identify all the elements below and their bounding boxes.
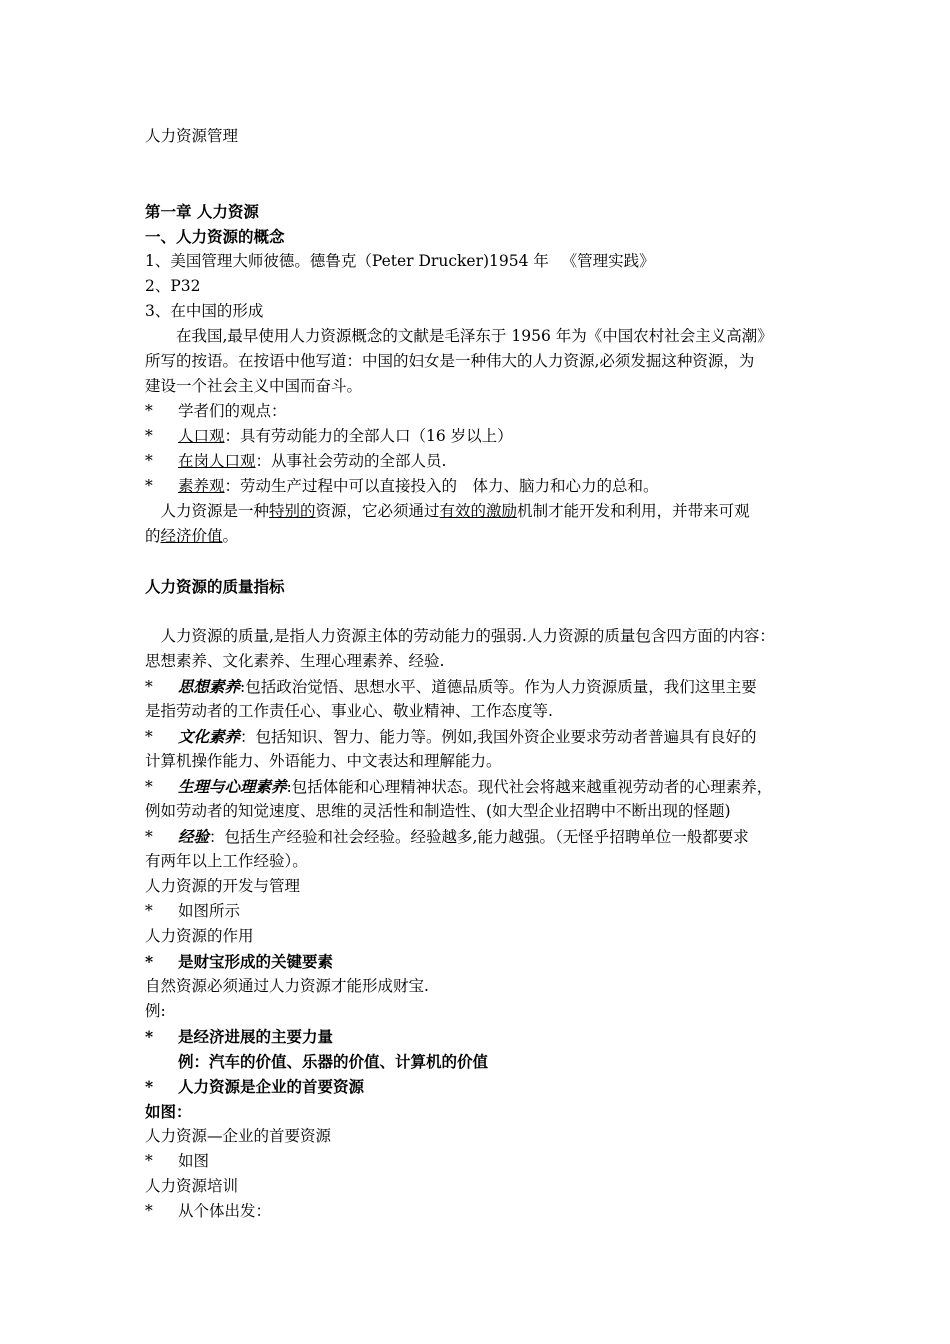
section-heading-enterprise: 人力资源—企业的首要资源 — [145, 1127, 332, 1145]
section-heading-concept: 一、人力资源的概念 — [145, 227, 285, 246]
bullet-item-experience — [145, 824, 815, 849]
bullet-text: ：劳动生产过程中可以直接投入的 体力、脑力和心力的总和。 — [224, 477, 659, 495]
bullet-marker: * — [145, 477, 153, 495]
bullet-item-primary-resource — [145, 1074, 815, 1099]
bullet-text: 学者们的观点： — [178, 402, 287, 420]
bullet-marker: * — [145, 828, 153, 846]
example-line — [145, 1049, 815, 1074]
paragraph-line: 所写的按语。在按语中他写道：中国的妇女是一种伟大的人力资源,必须发掘这种资源，为 — [145, 352, 755, 370]
section-heading-development: 人力资源的开发与管理 — [145, 877, 301, 895]
bullet-text: :包括体能和心理精神状态。现代社会将越来越重视劳动者的心理素养， — [286, 778, 773, 796]
bullet-text: 从个体出发： — [178, 1202, 272, 1220]
underlined-economic-value: 经济价值 — [160, 527, 223, 545]
bullet-text: 如图 — [178, 1152, 210, 1170]
bullet-continuation: 有两年以上工作经验）。 — [145, 852, 308, 870]
summary-line — [145, 499, 815, 524]
bullet-marker: * — [145, 1027, 154, 1046]
list-item: 3、在中国的形成 — [145, 302, 264, 320]
bullet-marker: * — [145, 452, 153, 470]
summary-line — [145, 524, 815, 549]
bullet-item-wealth — [145, 949, 815, 974]
bullet-marker: * — [145, 728, 153, 746]
underlined-incentive: 有效的激励 — [439, 502, 518, 520]
bullet-marker: * — [145, 427, 153, 445]
spacer — [145, 599, 815, 624]
bullet-item-scholars — [145, 399, 815, 424]
summary-text: 人力资源是一种 — [145, 502, 270, 520]
spacer — [145, 149, 815, 199]
term-quality-view: 素养观 — [178, 477, 225, 495]
bullet-item — [145, 1199, 815, 1224]
term-employed-view: 在岗人口观 — [178, 452, 256, 470]
bullet-marker: * — [145, 402, 153, 420]
paragraph-line: 思想素养、文化素养、生理心理素养、经验. — [145, 652, 445, 670]
summary-text: 资源，它必须通过 — [315, 502, 440, 520]
bullet-text: 人力资源是企业的首要资源 — [178, 1077, 365, 1096]
chapter-title: 第一章 人力资源 — [145, 202, 259, 221]
paragraph-line: 建设一个社会主义中国而奋斗。 — [145, 377, 363, 395]
bullet-text: ：从事社会劳动的全部人员. — [255, 452, 447, 470]
bullet-item — [145, 1149, 815, 1174]
bullet-text: ：具有劳动能力的全部人口（16 岁以上） — [224, 427, 513, 445]
bullet-marker: * — [145, 778, 153, 796]
example-text: 例：汽车的价值、乐器的价值、计算机的价值 — [178, 1052, 489, 1071]
bullet-item-culture — [145, 724, 815, 749]
term-ideology: 思想素养 — [178, 677, 241, 696]
bullet-item — [145, 899, 815, 924]
paragraph-line: 人力资源的质量,是指人力资源主体的劳动能力的强弱.人力资源的质量包含四方面的内容： — [145, 627, 775, 645]
bullet-item-economy — [145, 1024, 815, 1049]
spacer — [145, 549, 815, 574]
list-item: 2、P32 — [145, 277, 201, 295]
bullet-text: ：包括生产经验和社会经验。经验越多,能力越强。（无怪乎招聘单位一般都要求 — [209, 828, 749, 846]
term-physio-psych: 生理与心理素养 — [178, 777, 287, 796]
bullet-marker: * — [145, 678, 153, 696]
bullet-marker: * — [145, 1152, 153, 1170]
bullet-item-quality-view — [145, 474, 815, 499]
summary-text: 。 — [222, 527, 239, 545]
bullet-text: 是财宝形成的关键要素 — [178, 952, 334, 971]
bullet-continuation: 是指劳动者的工作责任心、事业心、敬业精神、工作态度等. — [145, 702, 553, 720]
bullet-text: 是经济进展的主要力量 — [178, 1027, 334, 1046]
list-item: 1、美国管理大师彼德。德鲁克（Peter Drucker)1954 年 《管理实践》 — [145, 252, 655, 270]
section-heading-role: 人力资源的作用 — [145, 927, 254, 945]
bullet-item-ideology — [145, 674, 815, 699]
example-label: 例: — [145, 1002, 166, 1020]
section-heading-quality: 人力资源的质量指标 — [145, 577, 285, 596]
bullet-marker: * — [145, 1077, 154, 1096]
paragraph-line: 在我国,最早使用人力资源概念的文献是毛泽东于 1956 年为《中国农村社会主义高潮》 — [145, 327, 773, 345]
bullet-continuation: 例如劳动者的知觉速度、思维的灵活性和制造性、(如大型企业招聘中不断出现的怪题) — [145, 802, 731, 820]
document-title: 人力资源管理 — [145, 127, 239, 145]
bullet-marker: * — [145, 1202, 153, 1220]
paragraph-line: 自然资源必须通过人力资源才能形成财宝. — [145, 977, 429, 995]
bullet-marker: * — [145, 902, 153, 920]
document-body — [145, 124, 815, 1224]
term-experience: 经验 — [178, 827, 210, 846]
bullet-marker: * — [145, 952, 154, 971]
bullet-text: 如图所示 — [178, 902, 241, 920]
bullet-item-population-view — [145, 424, 815, 449]
figure-label: 如图： — [145, 1102, 192, 1121]
summary-text: 的 — [145, 527, 161, 545]
underlined-special: 特别的 — [269, 502, 316, 520]
summary-text: 机制才能开发和利用，并带来可观 — [517, 502, 750, 520]
term-population-view: 人口观 — [178, 427, 225, 445]
section-heading-training: 人力资源培训 — [145, 1177, 239, 1195]
bullet-item-physio-psych — [145, 774, 815, 799]
bullet-continuation: 计算机操作能力、外语能力、中文表达和理解能力。 — [145, 752, 502, 770]
bullet-item-employed-view — [145, 449, 815, 474]
bullet-text: ：包括知识、智力、能力等。例如,我国外资企业要求劳动者普遍具有良好的 — [240, 728, 757, 746]
term-culture: 文化素养 — [178, 727, 241, 746]
bullet-text: :包括政治觉悟、思想水平、道德品质等。作为人力资源质量，我们这里主要 — [240, 678, 757, 696]
